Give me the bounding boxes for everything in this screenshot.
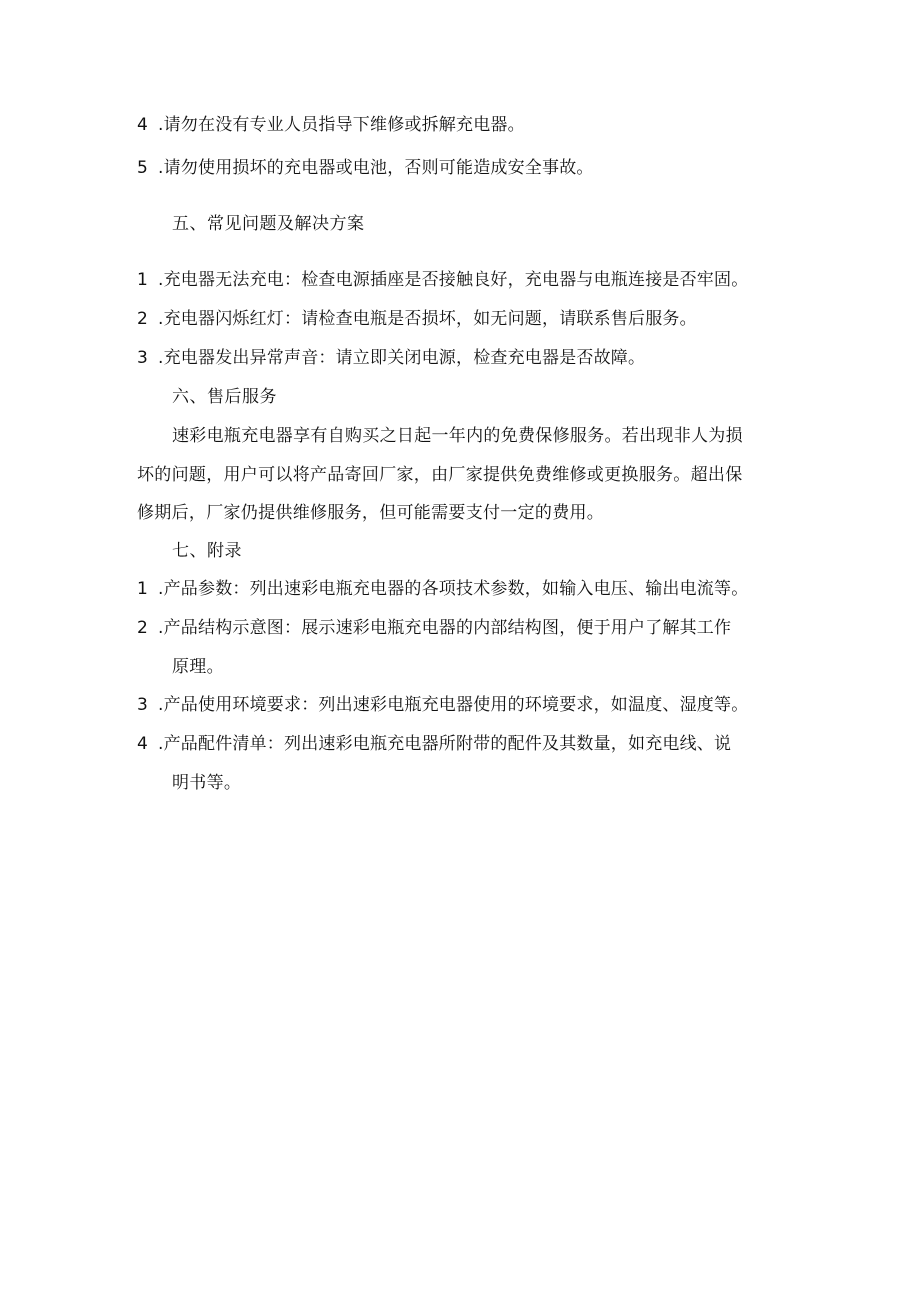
list-number: 4	[137, 734, 149, 754]
list-number: 5	[137, 158, 149, 178]
paragraph-line: 坏的问题，用户可以将产品寄回厂家，由厂家提供免费维修或更换服务。超出保	[137, 465, 743, 485]
paragraph-line: 速彩电瓶充电器享有自购买之日起一年内的免费保修服务。若出现非人为损	[172, 426, 743, 446]
list-number: 3	[137, 695, 149, 715]
list-number: 1	[137, 579, 149, 599]
paragraph-line: 修期后，厂家仍提供维修服务，但可能需要支付一定的费用。	[137, 503, 605, 523]
list-text: .产品参数：列出速彩电瓶充电器的各项技术参数，如输入电压、输出电流等。	[158, 579, 749, 599]
list-item-continuation: 原理。	[172, 657, 224, 677]
list-text: .充电器无法充电：检查电源插座是否接触良好，充电器与电瓶连接是否牢固。	[158, 270, 749, 290]
section-heading-after-sales: 六、售后服务	[172, 387, 277, 407]
list-item-continuation: 明书等。	[172, 773, 242, 793]
list-text: .产品结构示意图：展示速彩电瓶充电器的内部结构图，便于用户了解其工作	[158, 618, 732, 638]
list-text: .充电器闪烁红灯：请检查电瓶是否损坏，如无问题，请联系售后服务。	[158, 309, 697, 329]
list-number: 2	[137, 618, 149, 638]
section-heading-appendix: 七、附录	[172, 541, 242, 561]
list-text: .请勿使用损坏的充电器或电池，否则可能造成安全事故。	[158, 158, 594, 178]
list-text: .请勿在没有专业人员指导下维修或拆解充电器。	[158, 115, 525, 135]
list-text: .充电器发出异常声音：请立即关闭电源，检查充电器是否故障。	[158, 348, 646, 368]
list-number: 1	[137, 270, 149, 290]
list-number: 4	[137, 115, 149, 135]
list-number: 2	[137, 309, 149, 329]
section-heading-faq: 五、常见问题及解决方案	[172, 214, 365, 234]
list-text: .产品配件清单：列出速彩电瓶充电器所附带的配件及其数量，如充电线、说	[158, 734, 732, 754]
list-number: 3	[137, 348, 149, 368]
list-text: .产品使用环境要求：列出速彩电瓶充电器使用的环境要求，如温度、湿度等。	[158, 695, 749, 715]
